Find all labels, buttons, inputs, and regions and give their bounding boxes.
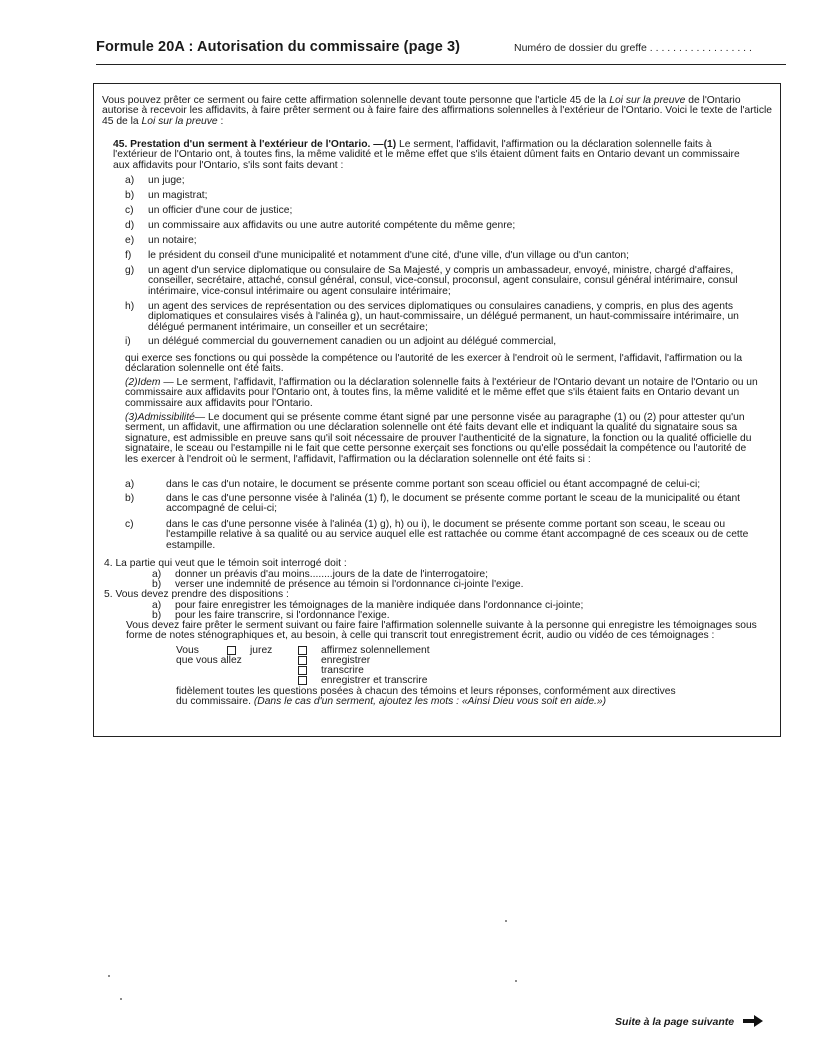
item-text: dans le cas d'un notaire, le document se présente comme portant son sceau officiel ou étant accompagné de celui-ci;	[166, 479, 701, 490]
section-45-text: Le serment, l'affidavit, l'affirmation ou la déclaration solennelle faits à l'extérieur de l'Ontario ont, à toutes fins, la même validité et le même effet que s'ils étaient dûment faits en Ontario devant un commissaire aux affidavits pour l'Ontario, s'ils sont faits devant :	[113, 139, 740, 171]
page-header	[96, 37, 786, 61]
item-letter: h)	[125, 301, 135, 312]
section-45-2	[125, 378, 760, 409]
intro-paragraph	[102, 96, 774, 127]
item-letter: e)	[125, 235, 135, 246]
admissibility-label: (3)Admissibilité—	[125, 412, 206, 423]
item-text: un délégué commercial du gouvernement canadien ou un adjoint au délégué commercial,	[148, 336, 557, 347]
intro-text-1: Vous pouvez prêter ce serment ou faire cette affirmation solennelle devant toute personne que l'article 45 de la	[102, 95, 610, 106]
item-letter: i)	[125, 336, 131, 347]
section-5-paragraph: Vous devez faire prêter le serment suivant ou faire faire l'affirmation solennelle suivante à la personne qui enregistre les témoignages sous forme de notes sténographiques et, au besoin, à celle qui transcrit tout enregistrement écrit, audio ou vidéo de ces témoignages :	[126, 620, 757, 642]
item-text: dans le cas d'une personne visée à l'alinéa (1) f), le document se présente comme portant le sceau de la municipalité ou étant accompagné de celui-ci;	[166, 493, 741, 515]
continue-footer	[615, 1015, 763, 1030]
oath-option-transcribe: transcrire	[321, 665, 364, 676]
oath-line-1: fidèlement toutes les questions posées à chacun des témoins et leurs réponses, conformément aux directives	[176, 686, 676, 697]
continue-label: Suite à la page suivante	[615, 1016, 735, 1028]
law-name: Loi sur la preuve	[141, 115, 218, 127]
item-letter: a)	[125, 479, 135, 490]
scan-speck	[505, 920, 507, 922]
item-text: un magistrat;	[148, 190, 208, 201]
item-text: verser une indemnité de présence au témoin si l'ordonnance ci-jointe l'exige.	[175, 579, 524, 590]
instructions-box	[93, 83, 781, 737]
item-text: un commissaire aux affidavits ou une autre autorité compétente du même genre;	[148, 220, 516, 231]
item-letter: a)	[152, 600, 162, 611]
court-file-number-label: Numéro de dossier du greffe . . . . . . . . . . . . . . . . . .	[514, 42, 752, 54]
item-text: pour les faire transcrire, si l'ordonnance l'exige.	[175, 610, 390, 621]
item-letter: d)	[125, 220, 135, 231]
section-4-heading: 4. La partie qui veut que le témoin soit interrogé doit :	[104, 558, 347, 569]
item-letter: a)	[125, 175, 135, 186]
intro-text-3: :	[217, 115, 224, 127]
item-letter: c)	[125, 519, 134, 530]
section-45-closing: qui exerce ses fonctions ou qui possède la compétence ou l'autorité de les exercer à l'endroit où le serment, l'affidavit, l'affirmation ou la déclaration solennelle ont été faits.	[125, 353, 743, 375]
section-45-3	[125, 413, 760, 465]
scan-speck	[120, 998, 122, 1000]
law-name: Loi sur la preuve	[609, 95, 686, 106]
right-arrow-icon	[743, 1015, 763, 1030]
item-text: donner un préavis d'au moins........jours de la date de l'interrogatoire;	[175, 569, 489, 580]
section-45-heading: 45. Prestation d'un serment à l'extérieur de l'Ontario. —(1)	[113, 139, 397, 150]
oath-vous: Vous	[176, 645, 199, 656]
oath-option-affirm: affirmez solennellement	[321, 645, 430, 656]
item-letter: a)	[152, 569, 162, 580]
oath-jurez: jurez	[250, 645, 273, 656]
item-letter: b)	[125, 190, 135, 201]
item-text: un notaire;	[148, 235, 197, 246]
idem-label: (2)Idem —	[125, 377, 174, 388]
section-5-heading: 5. Vous devez prendre des dispositions :	[104, 589, 289, 600]
intro-text-2: de l'Ontario autorise à recevoir les affidavits, à faire prêter serment ou à faire faire des affirmations solennelles à l'extérieur de l'Ontario. Voici le texte de l'article 45 de la	[102, 95, 772, 127]
oath-line-2-text: du commissaire.	[176, 696, 254, 707]
item-letter: g)	[125, 265, 135, 276]
oath-option-record: enregistrer	[321, 655, 371, 666]
section-45-1	[113, 140, 758, 171]
item-letter: b)	[125, 493, 135, 504]
item-letter: c)	[125, 205, 134, 216]
item-text: un agent des services de représentation ou des services diplomatiques ou consulaires canadiens, y compris, en plus des agents diplomatiques et consulaires visés à l'alinéa g), un haut-commissaire, un délégué permanent, un haut-commissaire intérimaire, un délégué permanent intérimaire, un conseiller et un secrétaire;	[148, 301, 739, 333]
item-letter: b)	[152, 610, 162, 621]
form-title: Formule 20A : Autorisation du commissaire (page 3)	[96, 39, 461, 55]
oath-line-2-italic: (Dans le cas d'un serment, ajoutez les mots : «Ainsi Dieu vous soit en aide.»)	[253, 696, 607, 707]
swear-checkbox[interactable]	[227, 646, 236, 658]
oath-que-vous-allez: que vous allez	[176, 655, 242, 666]
item-text: le président du conseil d'une municipalité et notamment d'une cité, d'une ville, d'un village ou d'un canton;	[148, 250, 629, 261]
admissibility-text: Le document qui se présente comme étant signé par une personne visée au paragraphe (1) ou (2) pour attester qu'un serment, un affidavit, une affirmation ou une déclaration solennelle ont été faits devant elle et indiquant la qualité du signataire sous sa signature, est admissible en preuve sans qu'il soit nécessaire de prouver l'authenticité de la signature, la fonction ou la qualité officielle du signataire, le sceau ou l'estampille ni le fait que cette personne exerçait ses fonctions ou qu'elle possédait la compétence ou l'autorité de les exercer à l'endroit où le serment, l'affidavit, l'affirmation ou la déclaration solennelle ont été faits si :	[125, 412, 752, 465]
item-text: un agent d'un service diplomatique ou consulaire de Sa Majesté, y compris un ambassadeur, envoyé, ministre, chargé d'affaires, conseiller, secrétaire, attaché, consul général, consul, vice-consul, proconsul, agent consulaire, consul général intérimaire, consul intérimaire, vice-consul intérimaire ou agent consulaire intérimaire;	[148, 265, 738, 297]
item-text: un juge;	[148, 175, 185, 186]
item-text: pour faire enregistrer les témoignages de la manière indiquée dans l'ordonnance ci-jointe;	[175, 600, 584, 611]
item-letter: b)	[152, 579, 162, 590]
oath-line-2	[176, 697, 606, 707]
scan-speck	[515, 980, 517, 982]
item-text: dans le cas d'une personne visée à l'alinéa (1) g), h) ou i), le document se présente comme portant son sceau, le sceau ou l'estampille relative à sa qualité ou au service auquel elle est rattachée ou comme étant accompagné de ces sceaux ou de cette estampille.	[166, 519, 749, 551]
oath-option-record-transcribe: enregistrer et transcrire	[321, 675, 428, 686]
scan-speck	[108, 975, 110, 977]
header-rule	[96, 64, 786, 65]
idem-text: Le serment, l'affidavit, l'affirmation ou la déclaration solennelle faits à l'extérieur de l'Ontario devant un notaire de l'Ontario ou un commissaire aux affidavits pour l'Ontario ont, à toutes fins, la même validité et le même effet que s'ils étaient faits en Ontario devant un commissaire aux affidavits pour l'Ontario.	[125, 377, 758, 409]
item-letter: f)	[125, 250, 132, 261]
item-text: un officier d'une cour de justice;	[148, 205, 293, 216]
